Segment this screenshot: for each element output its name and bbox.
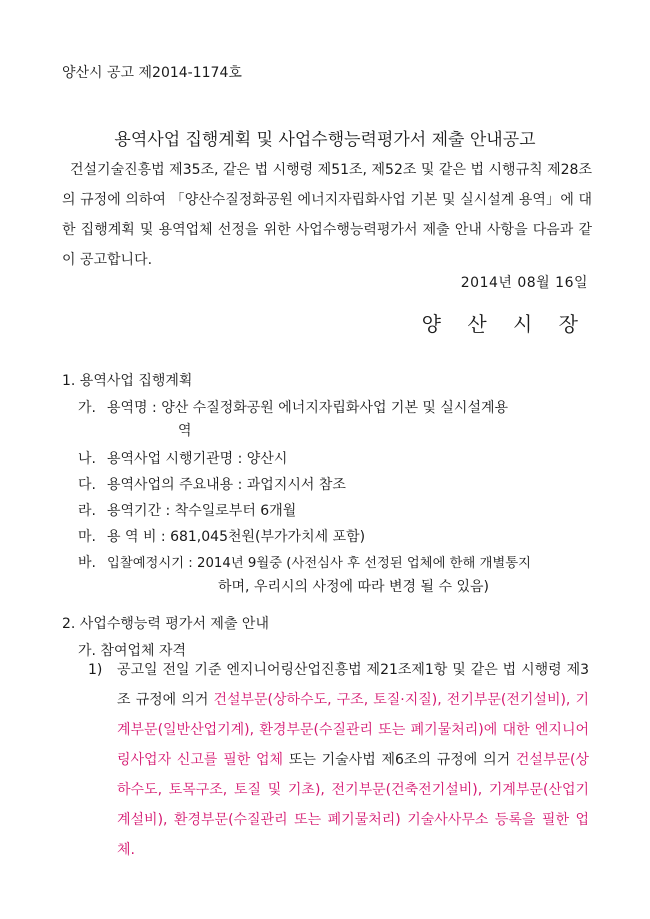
item-marker: 다. <box>78 477 96 493</box>
item-marker: 가. <box>78 400 96 416</box>
item-marker: 라. <box>78 503 96 519</box>
eligibility-paragraph <box>88 655 590 865</box>
section1-heading: 1. 용역사업 집행계획 <box>62 373 193 389</box>
item-agency: 용역사업 시행기관명 : 양산시 <box>107 451 288 467</box>
item-cost: 용 역 비 : 681,045천원(부가가치세 포함) <box>107 529 366 545</box>
item-bid-schedule-cont: 하며, 우리시의 사정에 따라 변경 될 수 있음) <box>218 579 489 595</box>
item-service-name-cont: 역 <box>178 423 192 439</box>
para-segment-highlight: 엔지니어링사업자 신고를 필한 업체 <box>117 722 589 768</box>
issuer-signature: 양 산 시 장 <box>421 312 588 336</box>
item-content: 용역사업의 주요내용 : 과업지시서 참조 <box>107 477 346 493</box>
document-title: 용역사업 집행계획 및 사업수행능력평가서 제출 안내공고 <box>114 130 536 150</box>
para-segment-highlight: 건설부문(상하수도, 토목구조, 토질 및 기초), 전기부문(건축전기설비), 기계부문(산업기계설비), 환경부문(수질관리 또는 폐기물처리) <box>117 752 589 828</box>
notice-number: 양산시 공고 제2014-1174호 <box>62 65 242 81</box>
para-segment: 또는 기술사법 제6조의 규정에 의거 <box>283 752 516 768</box>
item-marker: 마. <box>78 529 96 545</box>
para-segment-highlight: 에 대한 <box>483 722 535 738</box>
intro-paragraph: 건설기술진흥법 제35조, 같은 법 시행령 제51조, 제52조 및 같은 법 시행규칙 제28조의 규정에 의하여 「양산수질정화공원 에너지자립화사업 기본 및 실시설계 용역」에 대한 집행계획 및 용역업체 선정을 위한 사업수행능력평가서 제출 안내 사항을 다음과 같이 공고합니다. <box>62 162 592 268</box>
item-service-name: 용역명 : 양산 수질정화공원 에너지자립화사업 기본 및 실시설계용 <box>107 400 509 416</box>
paragraph-number: 1) <box>88 662 103 678</box>
item-period: 용역기간 : 착수일로부터 6개월 <box>107 503 297 519</box>
section2-heading: 2. 사업수행능력 평가서 제출 안내 <box>62 616 269 632</box>
item-bid-schedule: 입찰예정시기 : 2014년 9월중 (사전심사 후 선정된 업체에 한해 개별통지 <box>107 556 531 571</box>
section2-subheading: 가. 참여업체 자격 <box>78 643 187 659</box>
para-segment: 공고일 전일 기준 엔지니어링산업진흥법 제21조제1항 및 같은 법 시행령 제3조 규정에 의거 <box>117 662 589 708</box>
item-marker: 나. <box>78 451 96 467</box>
notice-date: 2014년 08월 16일 <box>460 275 588 291</box>
item-marker: 바. <box>78 555 96 571</box>
para-segment-highlight: 건설부문(상하수도, 구조, 토질·지질), 전기부문(전기설비), 기계부문(일반산업기계), 환경부문(수질관리 또는 폐기물처리) <box>117 692 590 738</box>
para-segment-highlight: 기술사사무소 등록을 필한 업체. <box>117 812 589 858</box>
